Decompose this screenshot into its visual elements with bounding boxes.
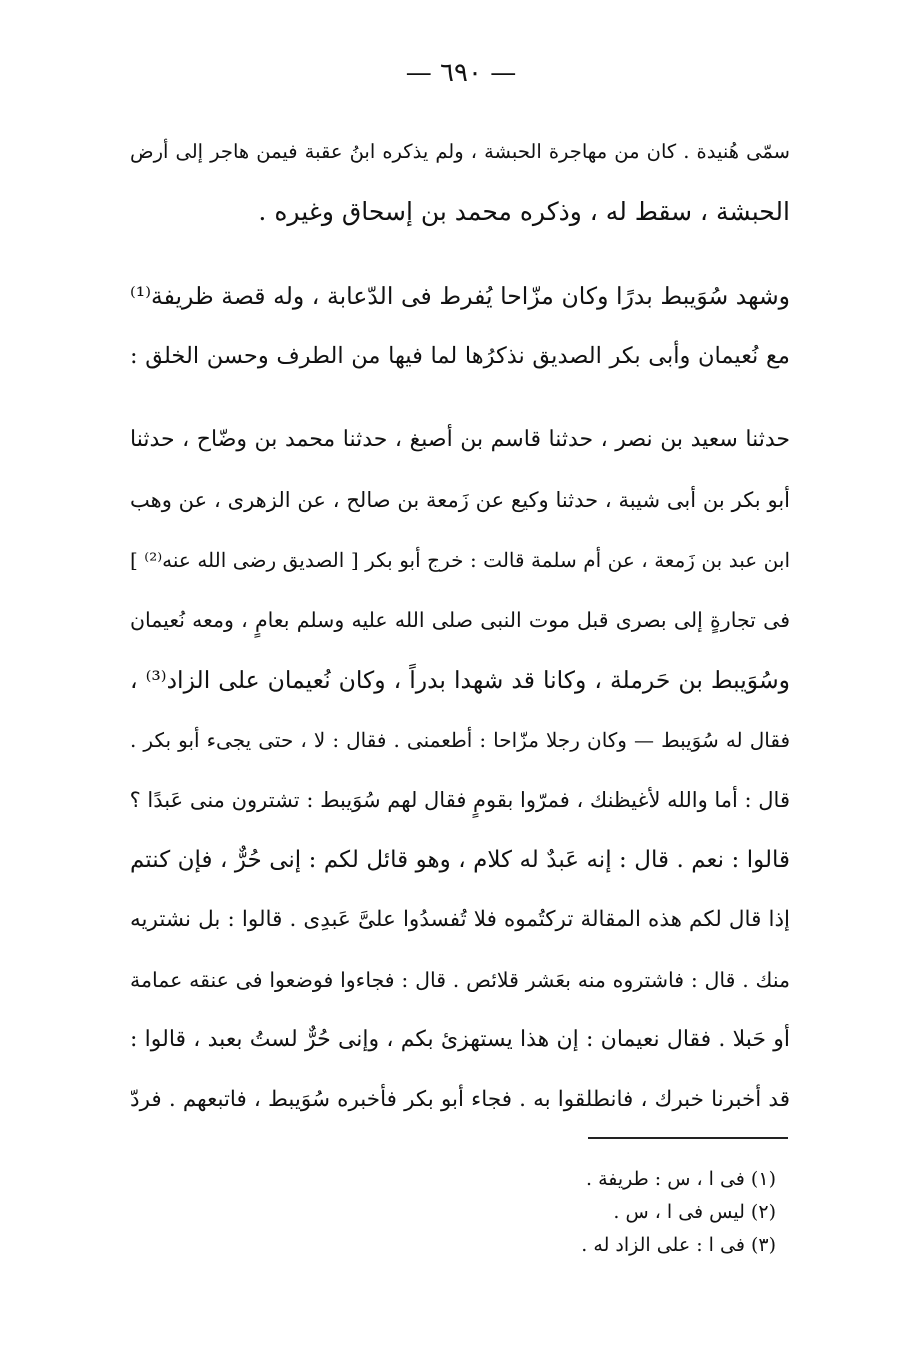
footnote-1: (١) فى ا ، س : طريفة . bbox=[586, 1168, 776, 1190]
footnote-2: (٢) ليس فى ا ، س . bbox=[613, 1201, 776, 1223]
text-line: حدثنا سعيد بن نصر ، حدثنا قاسم بن أصبغ ، حدثنا محمد بن وضّاح ، حدثنا bbox=[130, 427, 790, 452]
text-line: ابن عبد بن زَمعة ، عن أم سلمة قالت : خرج أبو بكر [ الصديق رضى الله عنه⁽²⁾ ] bbox=[130, 548, 790, 572]
text-line: وسُوَيبط بن حَرملة ، وكانا قد شهدا بدراً ، وكان نُعيمان على الزاد⁽³⁾ ، bbox=[130, 666, 790, 694]
page-number: — ٦٩٠ — bbox=[405, 58, 517, 88]
text-line: فقال له سُوَيبط — وكان رجلا مزّاحا : أطعمنى . فقال : لا ، حتى يجىء أبو بكر . bbox=[130, 728, 790, 752]
text-line: إذا قال لكم هذه المقالة تركتُموه فلا تُفسدُوا علىَّ عَبدِى . قالوا : بل نشتريه bbox=[130, 907, 790, 932]
text-line: سمّى هُنيدة . كان من مهاجرة الحبشة ، ولم يذكره ابنُ عقبة فيمن هاجر إلى أرض bbox=[130, 140, 790, 163]
paragraph-biography-end bbox=[130, 122, 790, 242]
footnote-separator bbox=[588, 1137, 788, 1139]
text-line: قد أخبرنا خبرك ، فانطلقوا به . فجاء أبو بكر فأخبره سُوَيبط ، فاتبعهم . فردّ bbox=[130, 1087, 790, 1112]
text-line: قال : أما والله لأغيظنك ، فمرّوا بقومٍ فقال لهم سُوَيبط : تشترون منى عَبدًا ؟ bbox=[129, 788, 790, 812]
text-line: الحبشة ، سقط له ، وذكره محمد بن إسحاق وغيره . bbox=[258, 197, 790, 226]
text-line: وشهد سُوَيبط بدرًا وكان مزّاحا يُفرط فى الدّعابة ، وله قصة ظريفة⁽¹⁾ bbox=[130, 282, 790, 310]
text-line: أو حَبلا . فقال نعيمان : إن هذا يستهزئ بكم ، وإنى حُرٌّ لستُ بعبد ، قالوا : bbox=[130, 1027, 790, 1052]
paragraph-hadith-story bbox=[130, 410, 790, 1130]
text-line: فى تجارةٍ إلى بصرى قبل موت النبى صلى الله عليه وسلم بعامٍ ، ومعه نُعيمان bbox=[130, 608, 790, 632]
text-line: قالوا : نعم . قال : إنه عَبدٌ له كلام ، وهو قائل لكم : إنى حُرٌّ ، فإن كنتم bbox=[130, 847, 790, 873]
footnote-3: (٣) فى ا : على الزاد له . bbox=[581, 1234, 776, 1256]
paragraph-suwaybit-intro bbox=[130, 266, 790, 386]
text-line: أبو بكر بن أبى شيبة ، حدثنا وكيع عن زَمعة بن صالح ، عن الزهرى ، عن وهب bbox=[130, 488, 790, 512]
text-line: منك . قال : فاشتروه منه بعَشر قلائص . قال : فجاءوا فوضعوا فى عنقه عمامة bbox=[130, 968, 790, 992]
footnotes bbox=[380, 1163, 776, 1262]
text-line: مع نُعيمان وأبى بكر الصديق نذكرُها لما فيها من الطرف وحسن الخلق : bbox=[130, 343, 790, 369]
